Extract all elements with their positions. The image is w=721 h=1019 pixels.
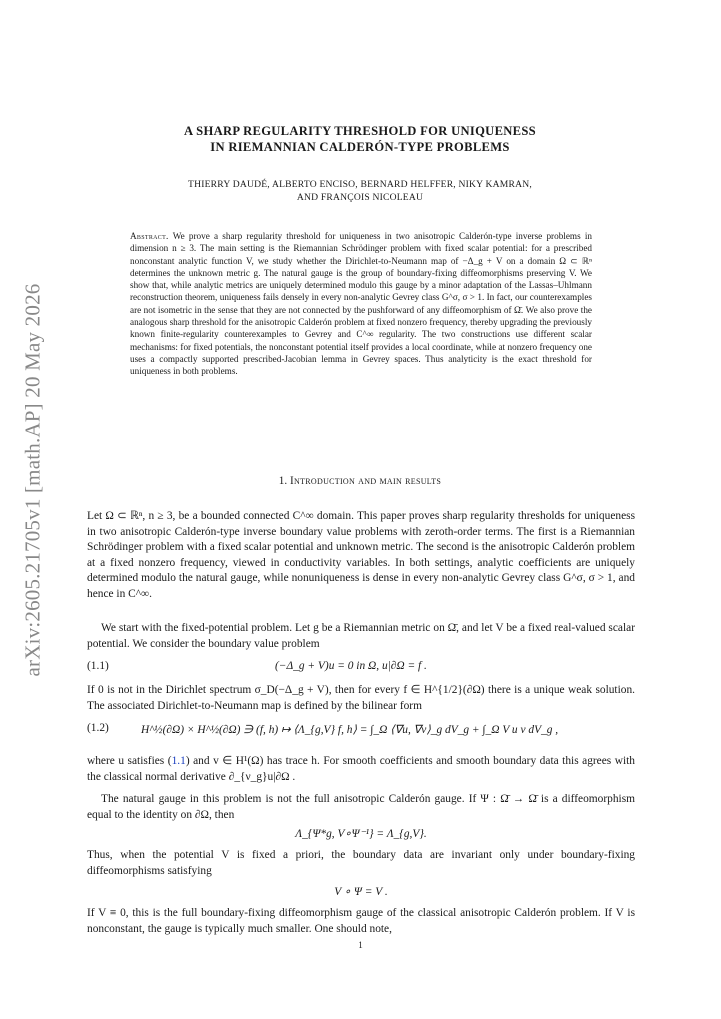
intro-paragraph-3 — [87, 683, 635, 714]
intro-paragraph-7 — [87, 906, 635, 937]
intro-paragraph-1 — [87, 509, 635, 603]
section-title: Introduction and main results — [289, 475, 442, 487]
abstract-label: Abstract. — [130, 231, 169, 241]
equation-body: H^½(∂Ω) × H^½(∂Ω) ∋ (f, h) ↦ ⟨Λ_{g,V} f, h⟩ = ∫_Ω ⟨∇u, ∇v⟩_g dV_g + ∫_Ω V u v dV_g , — [141, 724, 559, 736]
equation-number: (1.2) — [87, 722, 109, 734]
paragraph-text — [87, 754, 635, 785]
title-line-1: A SHARP REGULARITY THRESHOLD FOR UNIQUENESS — [184, 124, 536, 138]
intro-paragraph-2 — [87, 621, 635, 652]
intro-paragraph-4 — [87, 754, 635, 785]
intro-paragraph-5 — [87, 792, 635, 823]
page-number: 1 — [358, 940, 363, 950]
paragraph-text: The natural gauge in this problem is not the full anisotropic Calderón gauge. If Ψ : Ω̄ → Ω̄ is a diffeomorphism equal to the identity on ∂Ω, then — [87, 793, 635, 821]
equation-1-1 — [87, 660, 635, 678]
equation-potential-preservation: V ∘ Ψ = V . — [334, 886, 388, 898]
arxiv-stamp-text: arXiv:2605.21705v1 [math.AP] 20 May 2026 — [20, 283, 45, 677]
equation-gauge-invariance: Λ_{Ψ*g, V∘Ψ⁻¹} = Λ_{g,V}. — [295, 828, 427, 840]
paragraph-text-b: ) and v ∈ H¹(Ω) has trace h. For smooth coefficients and smooth boundary data this agrees with the classical normal derivative ∂_{ν_g}u|∂Ω . — [87, 755, 635, 783]
authors-line-2: AND FRANÇOIS NICOLEAU — [296, 192, 424, 203]
paragraph-text-a: where u satisfies ( — [87, 755, 172, 767]
authors-line-1: THIERRY DAUDÉ, ALBERTO ENCISO, BERNARD HELFFER, NIKY KAMRAN, — [188, 179, 532, 190]
section-number: 1. — [278, 475, 288, 487]
paper-title — [100, 123, 620, 155]
paragraph-text: If 0 is not in the Dirichlet spectrum σ_D(−Δ_g + V), then for every f ∈ H^{1/2}(∂Ω) there is a unique weak solution. The associated Dirichlet-to-Neumann map is defined by the bilinear form — [87, 684, 635, 712]
intro-paragraph-6 — [87, 848, 635, 879]
author-list — [100, 178, 620, 204]
paragraph-text: Thus, when the potential V is fixed a priori, the boundary data are invariant only under boundary-fixing diffeomorphisms satisfying — [87, 849, 635, 877]
paragraph-text: Let Ω ⊂ ℝⁿ, n ≥ 3, be a bounded connected C^∞ domain. This paper proves sharp regularity thresholds for uniqueness in two anisotropic Calderón-type inverse boundary value problems with zeroth-order terms. The first is a Riemannian Schrödinger problem with a fixed scalar potential and unknown metric. The second is the anisotropic Calderón problem at a fixed nonzero frequency, viewed in conductivity variables. In both settings, analytic coefficients are uniquely determined modulo the natural gauge, while nonuniqueness is dense in every non-analytic Gevrey class G^σ, σ > 1, and hence in C^∞. — [87, 510, 635, 600]
equation-reference-link[interactable]: 1.1 — [171, 755, 186, 767]
equation-1-2 — [87, 722, 635, 740]
abstract — [130, 230, 592, 378]
equation-body: (−Δ_g + V)u = 0 in Ω, u|∂Ω = f . — [275, 660, 427, 672]
abstract-text: We prove a sharp regularity threshold for uniqueness in two anisotropic Calderón-type inverse problems in dimension n ≥ 3. The main setting is the Riemannian Schrödinger problem with fixed scalar potential: for a prescribed nonconstant analytic function V, we study whether the Dirichlet-to-Neumann map of −Δ_g + V on a domain Ω ⊂ ℝⁿ determines the unknown metric g. The natural gauge is the group of boundary-fixing diffeomorphisms preserving V. We show that, while analytic metrics are uniquely determined modulo this gauge by a minor adaptation of the Lassas–Uhlmann reconstruction theorem, uniqueness fails densely in every non-analytic Gevrey class G^σ, σ > 1. In fact, our counterexamples are not isometric in the sense that they are not connected by the pushforward of any diffeomorphism of Ω̄. We also prove the analogous sharp threshold for the anisotropic Calderón problem at fixed nonzero frequency, thereby upgrading the previously known finite-regularity counterexamples to Gevrey and C^∞ regularity. The two constructions use different scalar mechanisms: for fixed potentials, the nonconstant potential itself provides a local coordinate, while at nonzero frequency one uses a compactly supported prescribed-Jacobian lemma in Gevrey spaces. Thus analyticity is the exact threshold for uniqueness in both problems. — [130, 231, 592, 377]
paragraph-text: We start with the fixed-potential problem. Let g be a Riemannian metric on Ω̄, and let V be a fixed real-valued scalar potential. We consider the boundary value problem — [87, 622, 635, 650]
arxiv-stamp — [18, 280, 48, 680]
paragraph-text: If V ≡ 0, this is the full boundary-fixing diffeomorphism gauge of the classical anisotropic Calderón problem. If V is nonconstant, the gauge is typically much smaller. One should note, — [87, 907, 635, 935]
section-heading — [100, 475, 620, 487]
equation-number: (1.1) — [87, 660, 109, 672]
title-line-2: IN RIEMANNIAN CALDERÓN-TYPE PROBLEMS — [210, 140, 510, 154]
